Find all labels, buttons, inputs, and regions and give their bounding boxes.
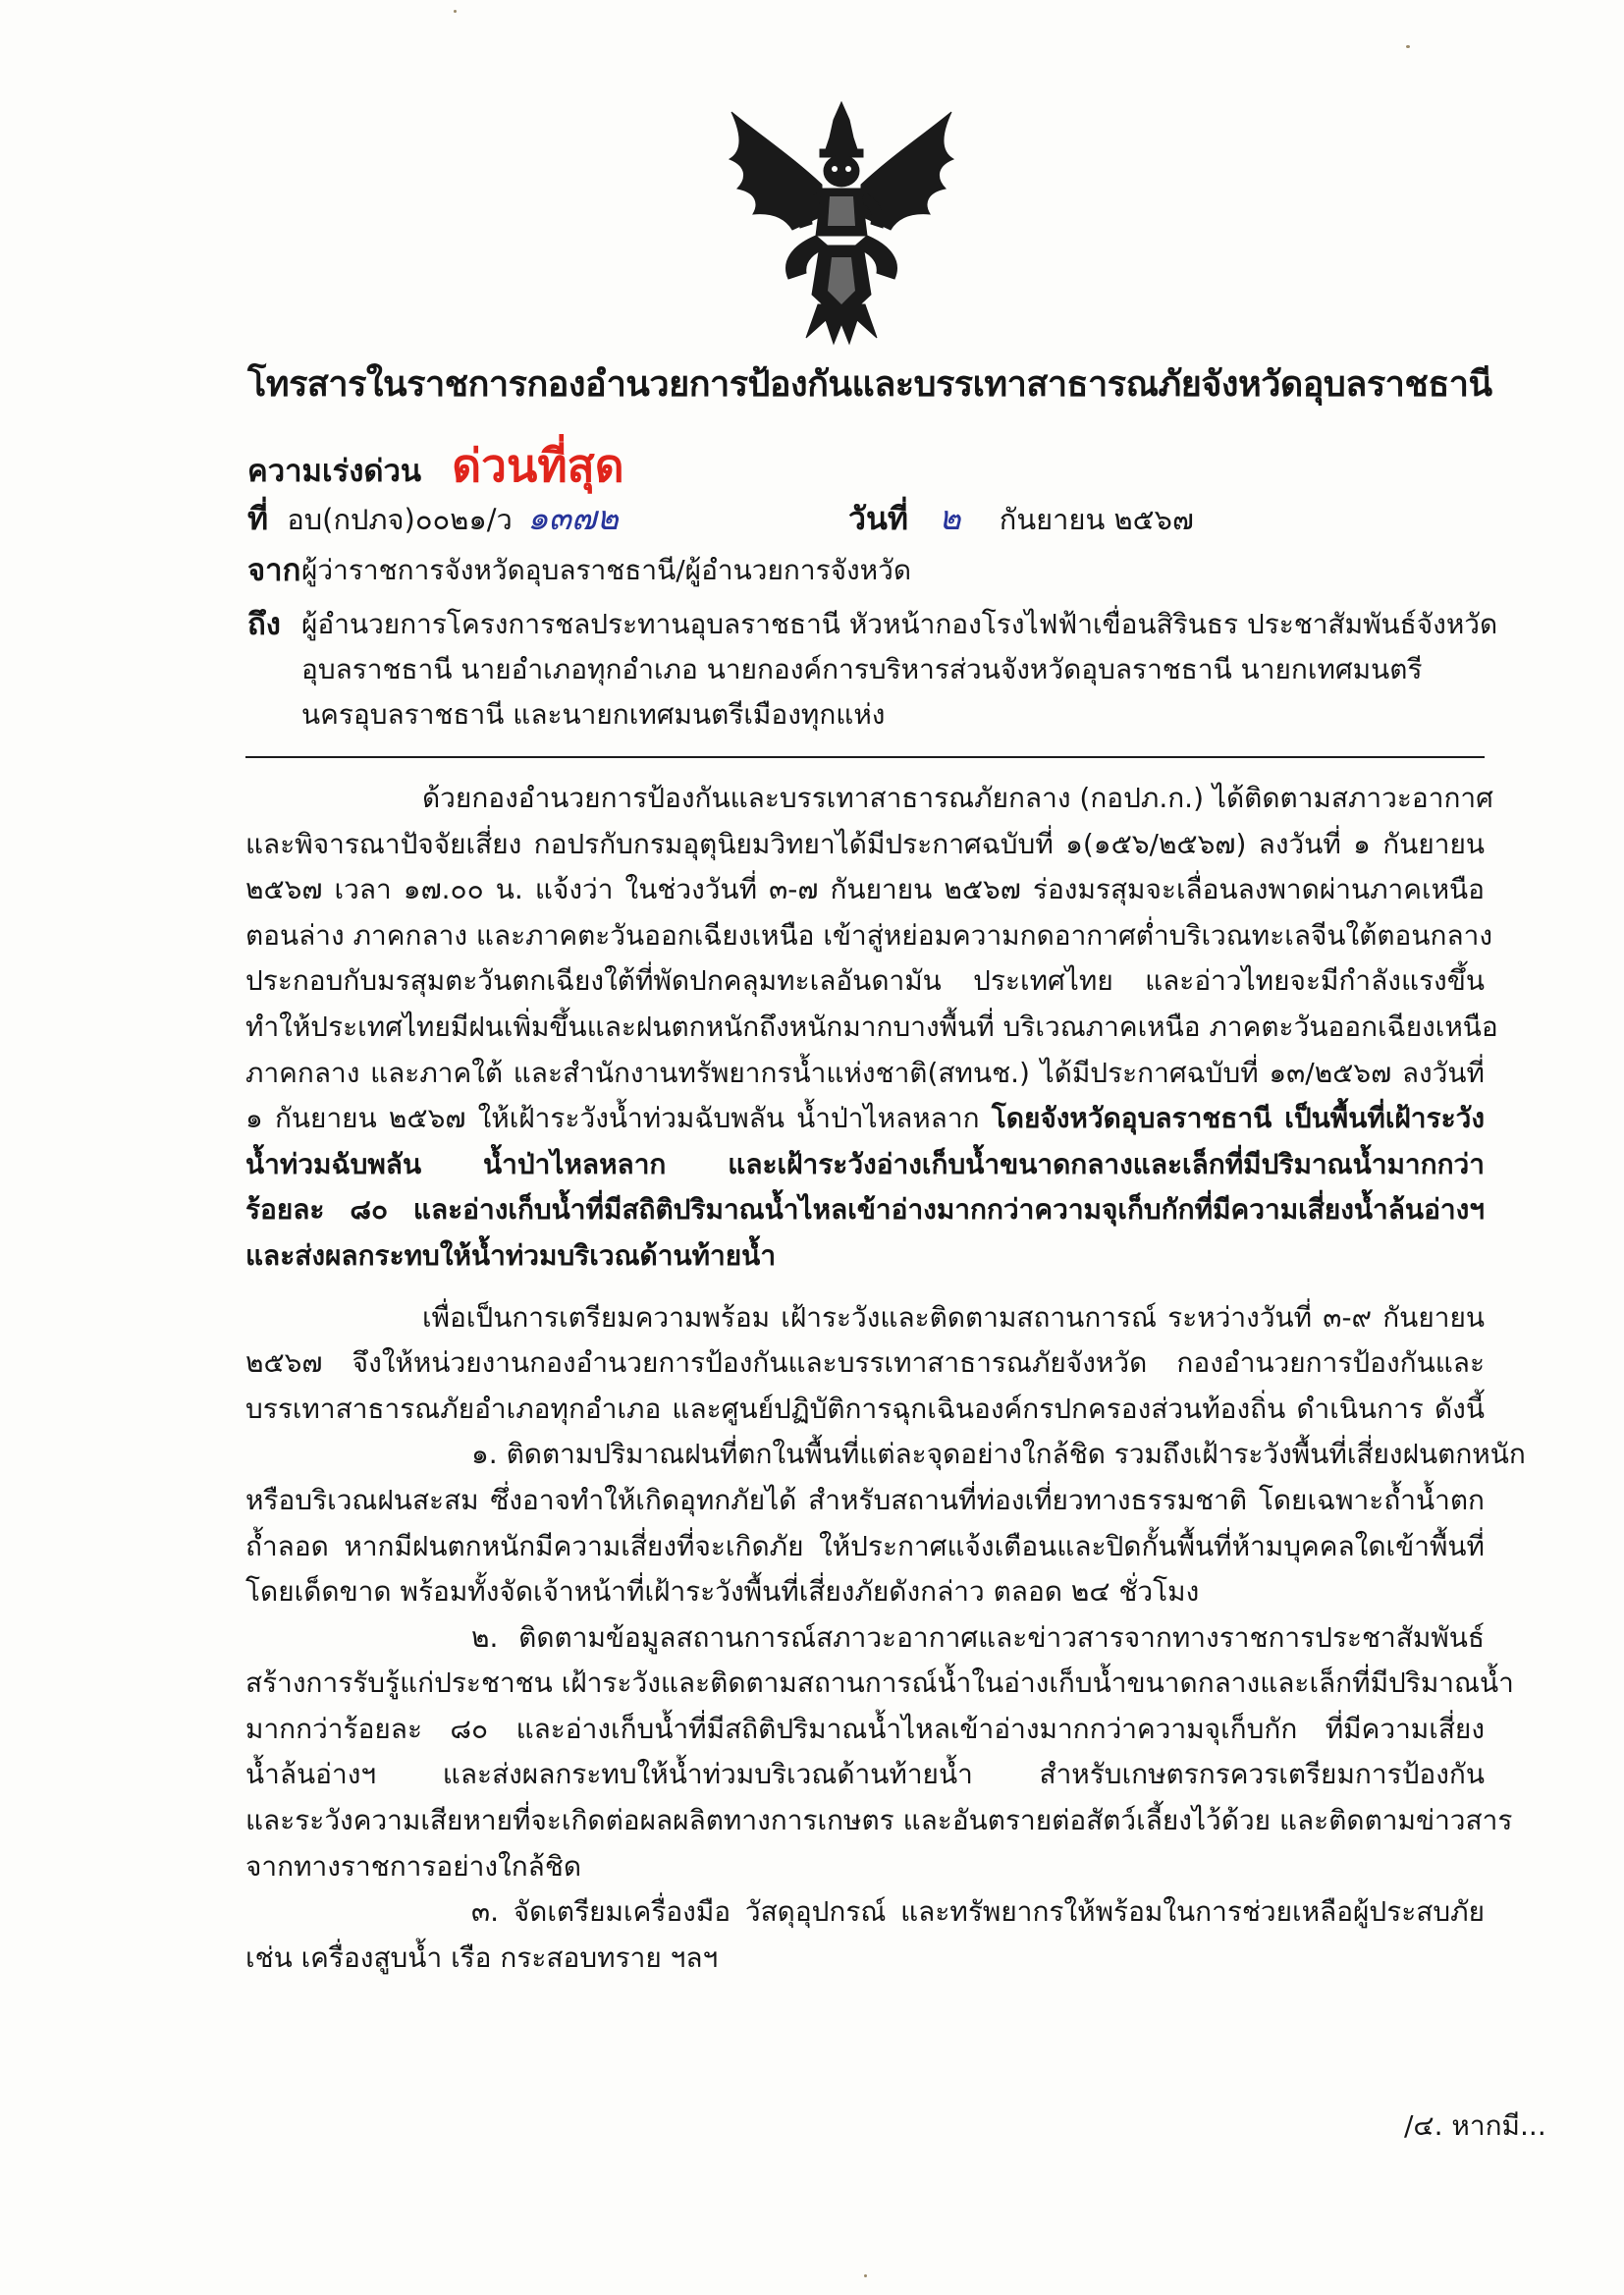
body-line: ด้วยกองอำนวยการป้องกันและบรรเทาสาธารณภัยกลาง (กอปภ.ก.) ได้ติดตามสภาวะอากาศ (422, 782, 1493, 814)
body-line: เพื่อเป็นการเตรียมความพร้อม เฝ้าระวังและติดตามสถานการณ์ ระหว่างวันที่ ๓-๙ กันยายน (422, 1300, 1485, 1334)
urgency-label: ความเร่งด่วน (247, 454, 422, 489)
list-item-line: ๑. ติดตามปริมาณฝนที่ตกในพื้นที่แต่ละจุดอย่างใกล้ชิด รวมถึงเฝ้าระวังพื้นที่เสี่ยงฝนตกหนัก (471, 1438, 1526, 1471)
document-body (245, 776, 1526, 1981)
ref-label: ที่ (247, 500, 269, 537)
body-line-bold: น้ำท่วมฉับพลัน น้ำป่าไหลหลาก และเฝ้าระวังอ่างเก็บน้ำขนาดกลางและเล็กที่มีปริมาณน้ำมากกว่า (245, 1147, 1485, 1180)
body-text-normal: ๑ กันยายน ๒๕๖๗ ให้เฝ้าระวังน้ำท่วมฉับพลัน น้ำป่าไหลหลาก (245, 1102, 980, 1135)
list-item-line: จากทางราชการอย่างใกล้ชิด (245, 1849, 582, 1883)
list-item-line: ๓. จัดเตรียมเครื่องมือ วัสดุอุปกรณ์ และทรัพยากรให้พร้อมในการช่วยเหลือผู้ประสบภัย (471, 1895, 1485, 1929)
scan-speck (1406, 45, 1410, 48)
date-day-handwritten: ๒ (939, 499, 961, 538)
page-continuation: /๔. หากมี... (1404, 2109, 1546, 2142)
list-item-line: สร้างการรับรู้แก่ประชาชน เฝ้าระวังและติดตามสถานการณ์น้ำในอ่างเก็บน้ำขนาดกลางและเล็กที่มีปริมาณน้ำ (245, 1667, 1514, 1700)
to-label: ถึง (247, 607, 281, 642)
list-item-line: เช่น เครื่องสูบน้ำ เรือ กระสอบทราย ฯลฯ (245, 1940, 719, 1974)
list-item-line: น้ำล้นอ่างฯ และส่งผลกระทบให้น้ำท่วมบริเวณด้านท้ายน้ำ สำหรับเกษตรกรควรเตรียมการป้องกัน (245, 1758, 1485, 1791)
body-line-bold: ร้อยละ ๘๐ และอ่างเก็บน้ำที่มีสถิติปริมาณน้ำไหลเข้าอ่างมากกว่าความจุเก็บกักที่มีความเสี่ยงน้ำล้นอ่างฯ (245, 1193, 1485, 1227)
from-label: จาก (247, 553, 301, 588)
ref-number-handwritten: ๑๓๗๒ (527, 499, 619, 538)
list-item-line: หรือบริเวณฝนสะสม ซึ่งอาจทำให้เกิดอุทกภัยได้ สำหรับสถานที่ท่องเที่ยวทางธรรมชาติ โดยเฉพาะถ้ำน้ำตก (245, 1483, 1485, 1516)
body-line: ๒๕๖๗ จึงให้หน่วยงานกองอำนวยการป้องกันและบรรเทาสาธารณภัยจังหวัด กองอำนวยการป้องกันและ (245, 1346, 1485, 1380)
to-line: ผู้อำนวยการโครงการชลประทานอุบลราชธานี หัวหน้ากองโรงไฟฟ้าเขื่อนสิรินธร ประชาสัมพันธ์จังหวัด (301, 608, 1498, 640)
list-item-line: ๒. ติดตามข้อมูลสถานการณ์สภาวะอากาศและข่าวสารจากทางราชการประชาสัมพันธ์ (471, 1620, 1485, 1654)
body-line: ภาคกลาง และภาคใต้ และสำนักงานทรัพยากรน้ำแห่งชาติ(สทนช.) ได้มีประกาศฉบับที่ ๑๓/๒๕๖๗ ลงวันที่ (245, 1056, 1485, 1089)
to-value (301, 602, 1498, 738)
urgency-value: ด่วนที่สุด (452, 439, 624, 492)
to-line: อุบลราชธานี นายอำเภอทุกอำเภอ นายกองค์การบริหารส่วนจังหวัดอุบลราชธานี นายกเทศมนตรี (301, 653, 1423, 685)
date-label: วันที่ (848, 500, 908, 537)
body-line: ตอนล่าง ภาคกลาง และภาคตะวันออกเฉียงเหนือ เข้าสู่หย่อมความกดอากาศต่ำบริเวณทะเลจีนใต้ตอนกลาง (245, 918, 1493, 952)
scan-speck (454, 10, 457, 13)
to-line: นครอุบลราชธานี และนายกเทศมนตรีเมืองทุกแห่ง (301, 698, 886, 731)
ref-prefix: อบ(กปภจ)๐๐๒๑/ว (287, 503, 513, 536)
body-line: ๒๕๖๗ เวลา ๑๗.๐๐ น. แจ้งว่า ในช่วงวันที่ ๓-๗ กันยายน ๒๕๖๗ ร่องมรสุมจะเลื่อนลงพาดผ่านภาคเหนือ (245, 873, 1485, 906)
date-block (848, 491, 1194, 544)
list-item-line: และระวังความเสียหายที่จะเกิดต่อผลผลิตทางการเกษตร และอันตรายต่อสัตว์เลี้ยงไว้ด้วย และติดตามข่าวสาร (245, 1804, 1513, 1837)
list-item-line: ถ้ำลอด หากมีฝนตกหนักมีความเสี่ยงที่จะเกิดภัย ให้ประกาศแจ้งเตือนและปิดกั้นพื้นที่ห้ามบุคคลใดเข้าพื้นที่ (245, 1529, 1485, 1562)
from-value: ผู้ว่าราชการจังหวัดอุบลราชธานี/ผู้อำนวยการจังหวัด (301, 554, 912, 586)
body-line: ทำให้ประเทศไทยมีฝนเพิ่มขึ้นและฝนตกหนักถึงหนักมากบางพื้นที่ บริเวณภาคเหนือ ภาคตะวันออกเฉียงเหนือ (245, 1010, 1498, 1043)
garuda-emblem-icon (724, 98, 959, 354)
reference-row (247, 491, 1475, 536)
body-line: และพิจารณาปัจจัยเสี่ยง กอปรกับกรมอุตุนิยมวิทยาได้มีประกาศฉบับที่ ๑(๑๕๖/๒๕๖๗) ลงวันที่ ๑ กันยายน (245, 827, 1485, 860)
body-line-mixed (245, 1096, 1485, 1142)
list-item-line: โดยเด็ดขาด พร้อมทั้งจัดเจ้าหน้าที่เฝ้าระวังพื้นที่เสี่ยงภัยดังกล่าว ตลอด ๒๔ ชั่วโมง (245, 1575, 1200, 1609)
body-text-bold: โดยจังหวัดอุบลราชธานี เป็นพื้นที่เฝ้าระวัง (991, 1102, 1486, 1135)
date-month-year: กันยายน ๒๕๖๗ (999, 503, 1194, 536)
document-title: โทรสารในราชการกองอำนวยการป้องกันและบรรเทาสาธารณภัยจังหวัดอุบลราชธานี (247, 364, 1492, 405)
list-item-line: มากกว่าร้อยละ ๘๐ และอ่างเก็บน้ำที่มีสถิติปริมาณน้ำไหลเข้าอ่างมากกว่าความจุเก็บกัก ที่มีความเสี่ยง (245, 1712, 1485, 1745)
header-divider (245, 756, 1485, 758)
scan-speck (864, 2274, 867, 2277)
body-line: บรรเทาสาธารณภัยอำเภอทุกอำเภอ และศูนย์ปฏิบัติการฉุกเฉินองค์กรปกครองส่วนท้องถิ่น ดำเนินการ ดังนี้ (245, 1392, 1485, 1425)
body-line: ประกอบกับมรสุมตะวันตกเฉียงใต้ที่พัดปกคลุมทะเลอันดามัน ประเทศไทย และอ่าวไทยจะมีกำลังแรงขึ้น (245, 964, 1485, 998)
body-line-bold: และส่งผลกระทบให้น้ำท่วมบริเวณด้านท้ายน้ำ (245, 1238, 777, 1272)
